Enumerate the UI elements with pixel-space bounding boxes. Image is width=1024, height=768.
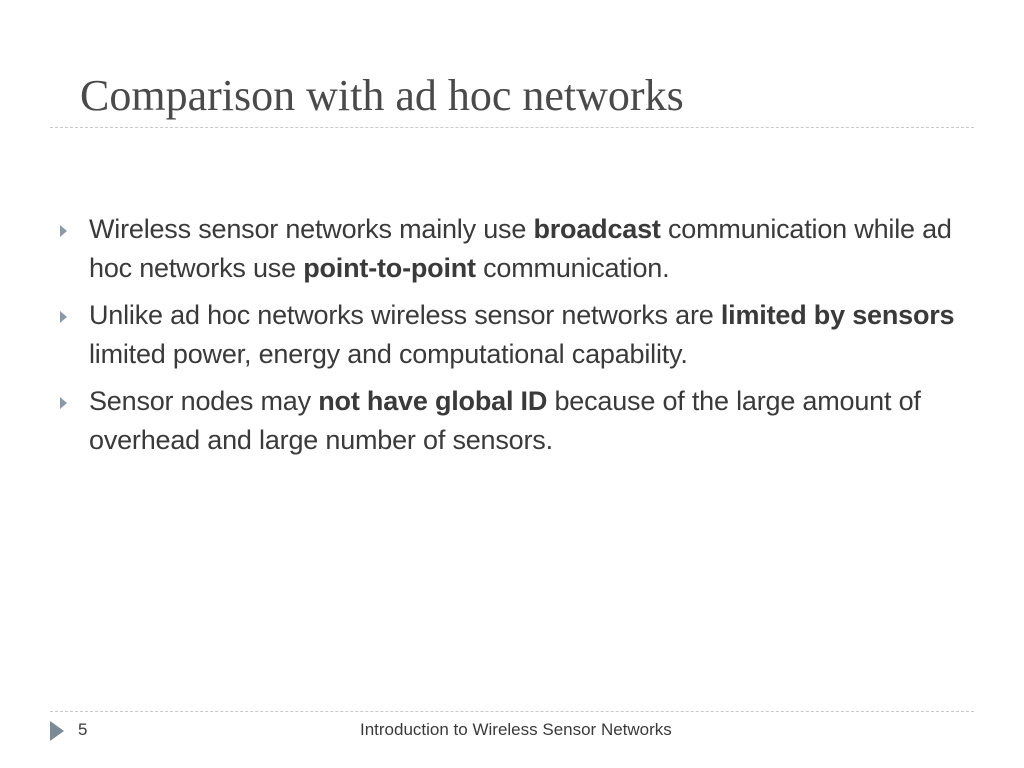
title-divider [50, 127, 974, 128]
bullet-text [89, 386, 921, 455]
bullet-item [58, 382, 978, 460]
footer-title: Introduction to Wireless Sensor Networks [360, 720, 672, 739]
footer-divider [50, 711, 974, 712]
bullet-arrow-icon [60, 225, 67, 237]
bullet-arrow-icon [60, 311, 67, 323]
bullet-text [89, 214, 952, 283]
bullet-item [58, 296, 978, 374]
bullet-text-segment: communication while ad hoc networks use [89, 214, 952, 283]
bullet-text-bold: broadcast [533, 214, 661, 244]
slide-title: Comparison with ad hoc networks [80, 71, 684, 120]
bullet-text-bold: not have global ID [318, 386, 548, 416]
bullet-text-segment: Wireless sensor networks mainly use [89, 214, 534, 244]
bullet-text-bold: limited by sensors [720, 300, 955, 330]
bullet-text-segment: because of the large amount of overhead and large number of sensors. [89, 386, 921, 455]
bullet-text-segment: limited power, energy and computational capability. [89, 339, 688, 369]
bullet-text-bold: point-to-point [303, 253, 476, 283]
bullet-arrow-icon [60, 397, 67, 409]
bullet-text-segment: Unlike ad hoc networks wireless sensor networks are [89, 300, 721, 330]
bullet-text-segment: communication. [475, 253, 670, 283]
triangle-right-icon [50, 721, 64, 741]
bullet-text-segment: Sensor nodes may [89, 386, 319, 416]
bullet-list [58, 210, 978, 468]
bullet-item [58, 210, 978, 288]
page-number: 5 [78, 720, 88, 739]
bullet-text [89, 300, 954, 369]
